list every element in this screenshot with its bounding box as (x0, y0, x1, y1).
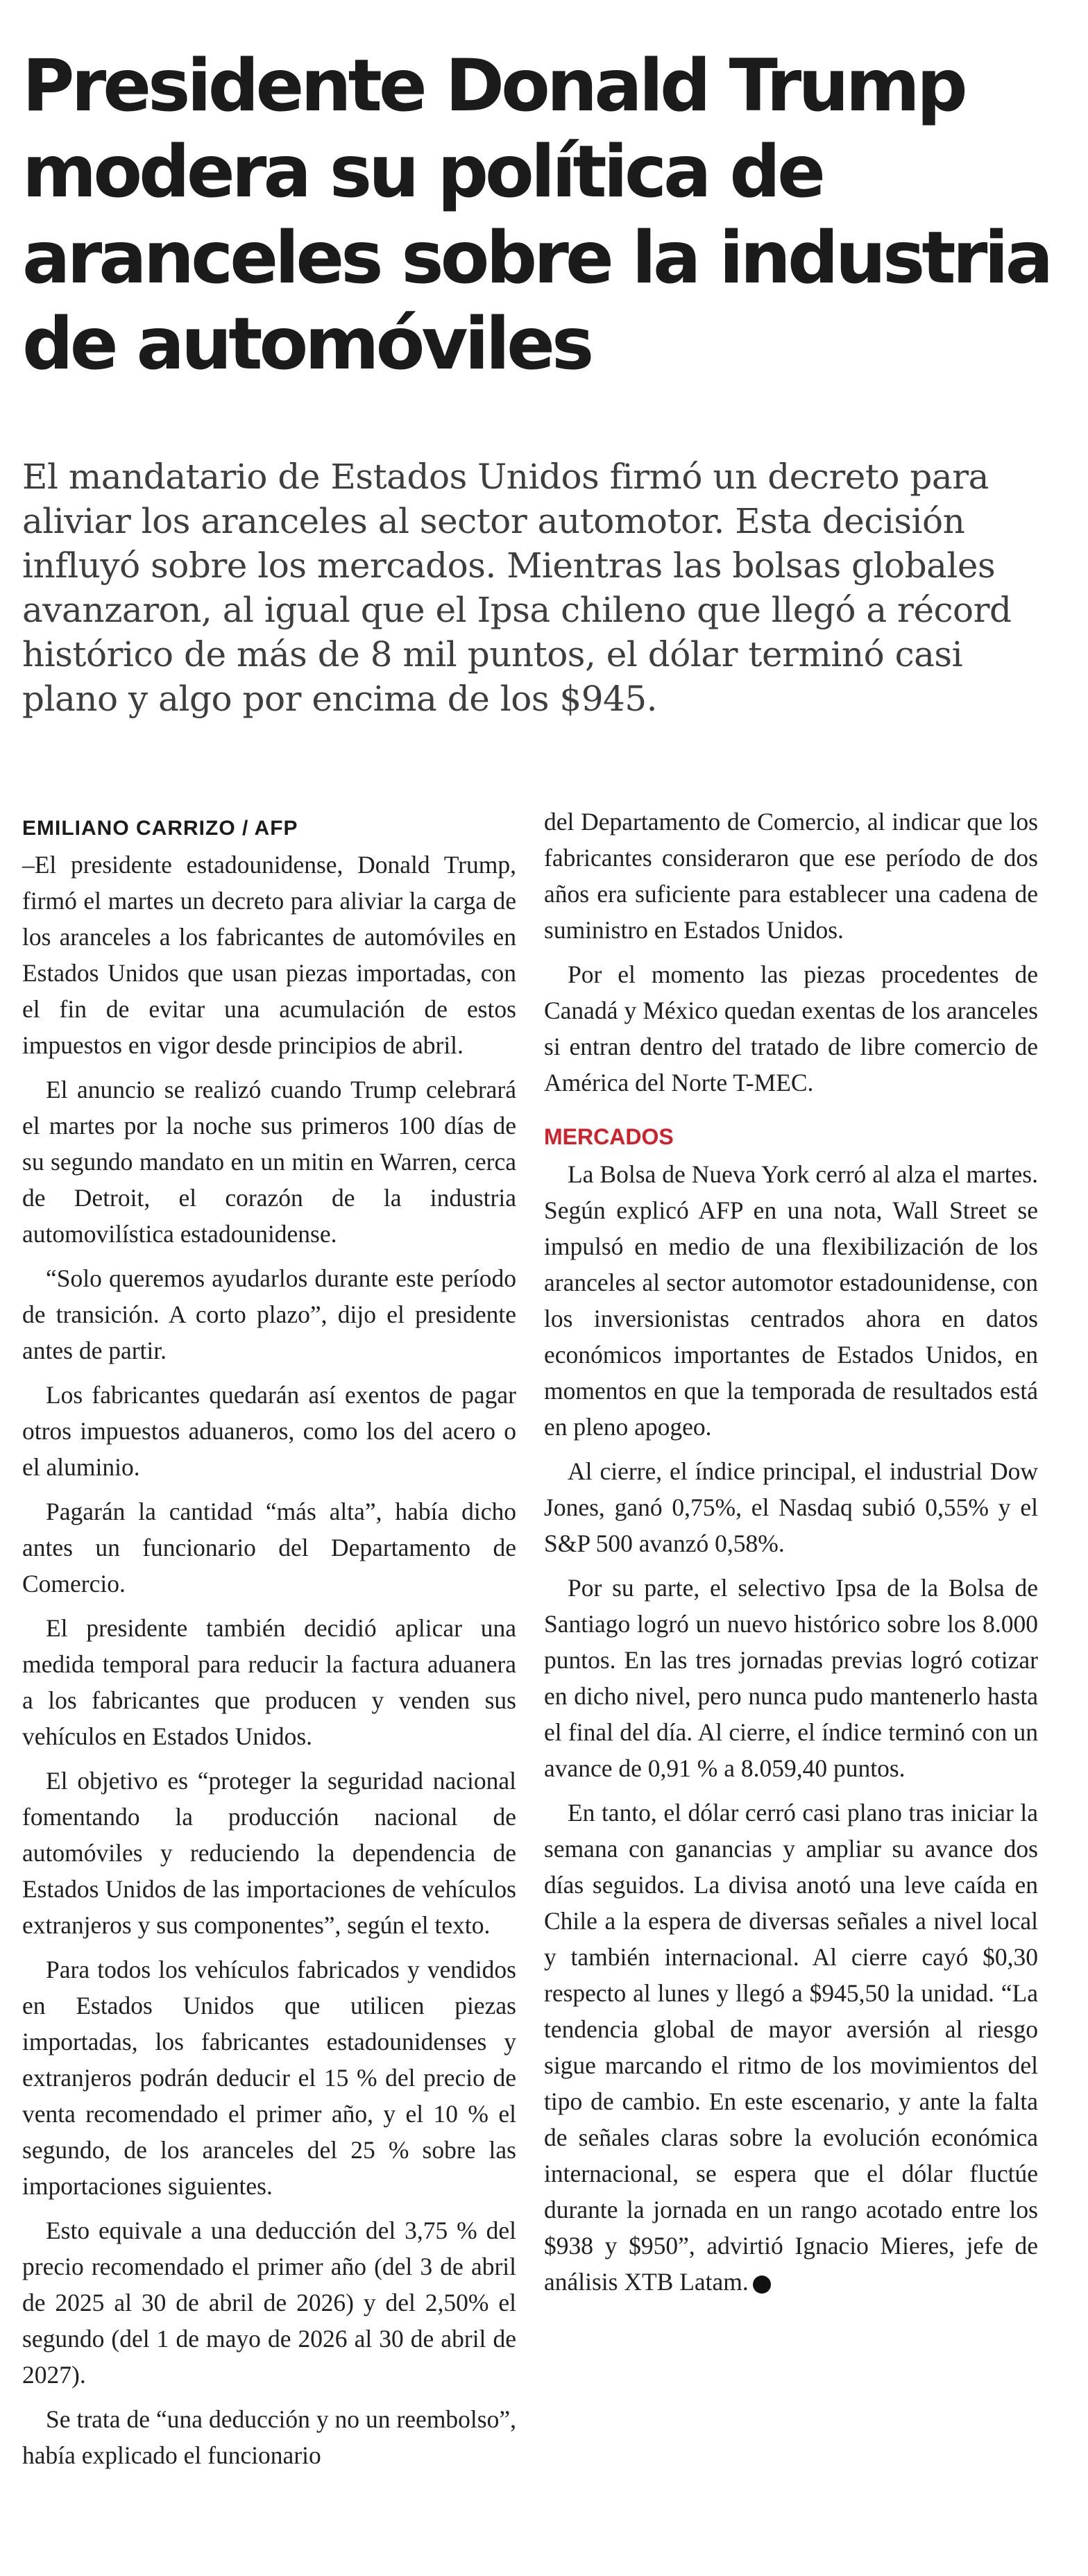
last-paragraph (544, 1795, 1038, 2300)
body-paragraph: del Departamento de Comercio, al indicar que los fabricantes consideraron que ese período de dos años era suficiente para establecer una cadena de suministro en Estados Unidos. (544, 808, 1038, 944)
article-column-right (544, 804, 1038, 2308)
body-paragraph: Esto equivale a una deducción del 3,75 % del precio recomendado el primer año (del 3 de abril de 2025 al 30 de abril de 2026) y del 2,50% el segundo (del 1 de mayo de 2026 al 30 de abril de 2027). (22, 2217, 516, 2389)
byline: EMILIANO CARRIZO / AFP (22, 817, 298, 840)
body-paragraph: La Bolsa de Nueva York cerró al alza el martes. Según explicó AFP en una nota, Wall Street se impulsó en medio de una flexibilización de los aranceles al sector automotor estadounidense, con los inversionistas centrados ahora en datos económicos importantes de Estados Unidos, en momentos en que la temporada de resultados está en pleno apogeo. (544, 1160, 1038, 1441)
body-paragraph: Para todos los vehículos fabricados y vendidos en Estados Unidos que utilicen piezas importadas, los fabricantes estadounidenses y extranjeros podrán deducir el 15 % del precio de venta recomendado el primer año, y el 10 % el segundo, de los aranceles del 25 % sobre las importaciones siguientes. (22, 1956, 516, 2200)
body-paragraph: Por su parte, el selectivo Ipsa de la Bolsa de Santiago logró un nuevo histórico sobre los 8.000 puntos. En las tres jornadas previas logró cotizar en dicho nivel, pero nunca pudo mantenerlo hasta el final del día. Al cierre, el índice terminó con un avance de 0,91 % a 8.059,40 puntos. (544, 1574, 1038, 1782)
end-of-article-icon: P (753, 2276, 771, 2294)
body-paragraph: Se trata de “una deducción y no un reembolso”, había explicado el funcionario (22, 2405, 516, 2469)
headline: Presidente Donald Trump modera su política de aranceles sobre la industria de automóviles (22, 44, 1051, 386)
article-column-left (22, 811, 516, 2482)
body-paragraph-text: En tanto, el dólar cerró casi plano tras iniciar la semana con ganancias y ampliar su avance dos días seguidos. La divisa anotó una leve caída en Chile a la espera de diversas señales a nivel local y también internacional. Al cierre cayó $0,30 respecto al lunes y llegó a $945,50 la unidad. “La tendencia global de mayor aversión al riesgo sigue marcando el ritmo de los movimientos del tipo de cambio. En este escenario, y ante la falta de señales claras sobre la evolución económica internacional, se espera que el dólar fluctúe durante la jornada en un rango acotado entre los $938 y $950”, advirtió Ignacio Mieres, jefe de análisis XTB Latam. (544, 1799, 1038, 2296)
body-paragraph: El objetivo es “proteger la seguridad nacional fomentando la producción nacional de automóviles y reduciendo la dependencia de Estados Unidos de las importaciones de vehículos extranjeros y sus componentes”, según el texto. (22, 1767, 516, 1939)
body-paragraph: –El presidente estadounidense, Donald Trump, firmó el martes un decreto para aliviar la carga de los aranceles a los fabricantes de automóviles en Estados Unidos que usan piezas importadas, con el fin de evitar una acumulación de estos impuestos en vigor desde principios de abril. (22, 851, 516, 1059)
body-paragraph: Por el momento las piezas procedentes de Canadá y México quedan exentas de los aranceles si entran dentro del tratado de libre comercio de América del Norte T-MEC. (544, 960, 1038, 1096)
body-paragraph: El presidente también decidió aplicar una medida temporal para reducir la factura aduanera a los fabricantes que producen y venden sus vehículos en Estados Unidos. (22, 1614, 516, 1750)
body-paragraph: El anuncio se realizó cuando Trump celebrará el martes por la noche sus primeros 100 días de su segundo mandato en un mitin en Warren, cerca de Detroit, el corazón de la industria automovilística estadounidense. (22, 1076, 516, 1248)
body-paragraph: Al cierre, el índice principal, el industrial Dow Jones, ganó 0,75%, el Nasdaq subió 0,55% y el S&P 500 avanzó 0,58%. (544, 1457, 1038, 1557)
body-paragraph: Los fabricantes quedarán así exentos de pagar otros impuestos aduaneros, como los del acero o el aluminio. (22, 1381, 516, 1481)
lead-paragraph: El mandatario de Estados Unidos firmó un decreto para aliviar los aranceles al sector automotor. Esta decisión influyó sobre los mercados. Mientras las bolsas globales avanzaron, al igual que el Ipsa chileno que llegó a récord histórico de más de 8 mil puntos, el dólar terminó casi plano y algo por encima de los $945. (22, 457, 1012, 719)
section-subhead: MERCADOS (544, 1124, 674, 1149)
body-paragraph: Pagarán la cantidad “más alta”, había dicho antes un funcionario del Departamento de Comercio. (22, 1498, 516, 1598)
body-paragraph: “Solo queremos ayudarlos durante este período de transición. A corto plazo”, dijo el presidente antes de partir. (22, 1264, 516, 1364)
